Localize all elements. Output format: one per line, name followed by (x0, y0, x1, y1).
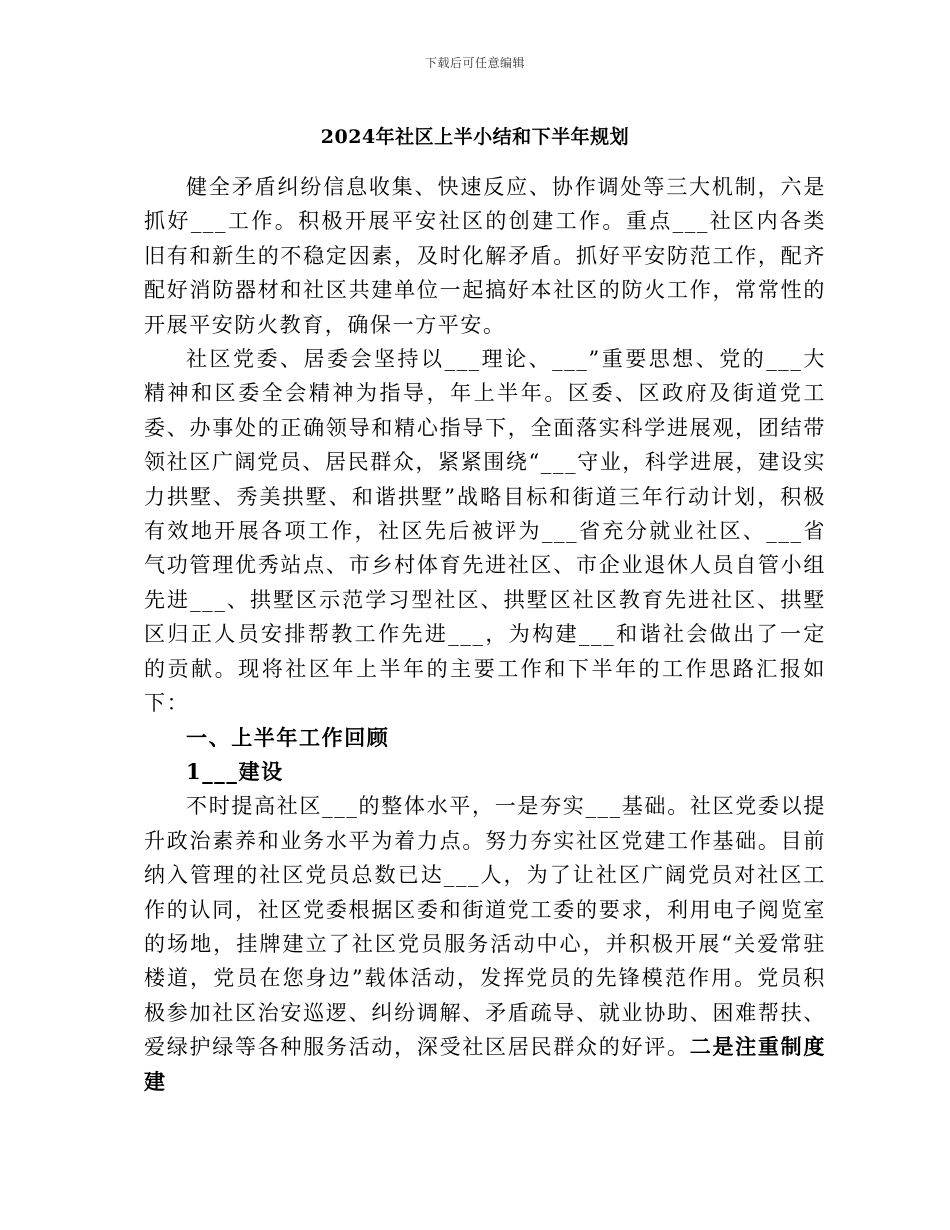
section-heading: 一、上半年工作回顾 (186, 724, 390, 750)
paragraph-3-bold-tail: 二是注重制度建 (144, 1034, 826, 1094)
subsection-heading: 1___建设 (186, 758, 284, 784)
header-note: 下载后可任意编辑 (424, 56, 525, 70)
document-body (144, 170, 826, 1099)
paragraph-2: 社区党委、居委会坚持以___理论、___”重要思想、党的___大精神和区委全会精神为指导，年上半年。区委、区政府及街道党工委、办事处的正确领导和精心指导下，全面落实科学进展观，团结带领社区广阔党员、居民群众，紧紧围绕“___守业，科学进展，建设实力拱墅、秀美拱墅、和谐拱墅”战略目标和街道三年行动计划，积极有效地开展各项工作，社区先后被评为___省充分就业社区、___省气功管理优秀站点、市乡村体育先进社区、市企业退休人员自管小组先进___、拱墅区示范学习型社区、拱墅区社区教育先进社区、拱墅区归正人员安排帮教工作先进___，为构建___和谐社会做出了一定的贡献。现将社区年上半年的主要工作和下半年的工作思路汇报如下： (144, 347, 826, 716)
paragraph-3 (144, 789, 826, 1099)
paragraph-3-text: 不时提高社区___的整体水平，一是夯实___基础。社区党委以提升政治素养和业务水平为着力点。努力夯实社区党建工作基础。目前纳入管理的社区党员总数已达___人，为了让社区广阔党员对社区工作的认同，社区党委根据区委和街道党工委的要求，利用电子阅览室的场地，挂牌建立了社区党员服务活动中心，并积极开展“关爱常驻楼道，党员在您身边”载体活动，发挥党员的先锋模范作用。党员积极参加社区治安巡逻、纠纷调解、矛盾疏导、就业协助、困难帮扶、爱绿护绿等各种服务活动，深受社区居民群众的好评。 (144, 794, 826, 1060)
paragraph-1: 健全矛盾纠纷信息收集、快速反应、协作调处等三大机制，六是抓好___工作。积极开展平安社区的创建工作。重点___社区内各类旧有和新生的不稳定因素，及时化解矛盾。抓好平安防范工作，配齐配好消防器材和社区共建单位一起搞好本社区的防火工作，常常性的开展平安防火教育，确保一方平安。 (144, 175, 826, 337)
document-title: 2024年社区上半小结和下半年规划 (320, 126, 630, 148)
